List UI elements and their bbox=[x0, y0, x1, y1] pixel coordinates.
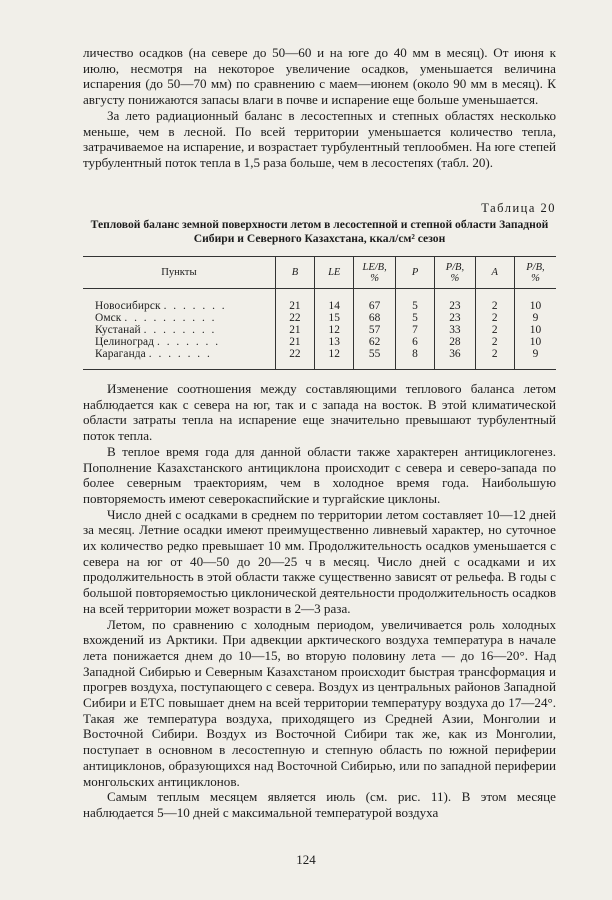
cell-a: 2 bbox=[475, 348, 514, 360]
table-row bbox=[83, 336, 556, 348]
cell-p-b: 23 bbox=[435, 300, 475, 312]
cell-p: 6 bbox=[395, 336, 434, 348]
row-name-cell bbox=[83, 348, 275, 360]
row-name-cell bbox=[83, 312, 275, 324]
dot-leader: . . . . . . . bbox=[148, 348, 212, 360]
table-spacer-row bbox=[83, 289, 556, 301]
dot-leader: . . . . . . . . bbox=[143, 324, 217, 336]
paragraph-continuation: личество осадков (на севере до 50—60 и на юге до 40 мм в месяц). От июня к июлю, несмотря на некоторое увеличение осадков, уменьшается величина испарения (до 50—70 мм) по сравнению с маем—июнем (около 90 мм в месяц). К августу понижаются запасы влаги в почве и испарение еще больше уменьшается. bbox=[83, 45, 556, 108]
row-name-cell bbox=[83, 324, 275, 336]
cell-le: 13 bbox=[315, 336, 354, 348]
table-row bbox=[83, 300, 556, 312]
header-points: Пункты bbox=[83, 257, 275, 289]
row-name-cell bbox=[83, 336, 275, 348]
cell-le-b: 68 bbox=[354, 312, 396, 324]
cell-le-b: 62 bbox=[354, 336, 396, 348]
cell-p2-b: 10 bbox=[514, 300, 556, 312]
station-name: Новосибирск bbox=[95, 300, 161, 312]
paragraph-radiation-balance: За лето радиационный баланс в лесостепных и степных областях несколько меньше, чем в лесной. По всей территории уменьшается количество тепла, затрачиваемое на испарение, и возрастает турбулентный теплообмен. На юге степей турбулентный поток тепла в 1,5 раза больше, чем в лесостепях (табл. 20). bbox=[83, 107, 556, 170]
cell-le-b: 57 bbox=[354, 324, 396, 336]
cell-le: 15 bbox=[315, 312, 354, 324]
header-p-b-label: P/B, bbox=[445, 261, 465, 273]
heat-balance-table bbox=[83, 256, 556, 370]
station-name: Целиноград bbox=[95, 336, 155, 348]
cell-p2-b: 9 bbox=[514, 348, 556, 360]
station-name: Омск bbox=[95, 312, 122, 324]
header-b: B bbox=[275, 257, 314, 289]
header-le-b bbox=[354, 257, 396, 289]
row-name-cell bbox=[83, 300, 275, 312]
cell-p: 5 bbox=[395, 300, 434, 312]
cell-le-b: 55 bbox=[354, 348, 396, 360]
cell-p2-b: 9 bbox=[514, 312, 556, 324]
station-name: Кустанай bbox=[95, 324, 141, 336]
header-p2-b-label: P/B, bbox=[526, 261, 545, 273]
cell-a: 2 bbox=[475, 300, 514, 312]
header-le-b-label: LE/B, bbox=[362, 261, 387, 273]
intro-text-block bbox=[83, 45, 556, 171]
table-title: Тепловой баланс земной поверхности летом в лесостепной и степной области Западной Сибири и Северного Казахстана, ккал/см² сезон bbox=[90, 218, 549, 245]
cell-a: 2 bbox=[475, 336, 514, 348]
cell-p: 7 bbox=[395, 324, 434, 336]
paragraph-balance-change: Изменение соотношения между составляющими теплового баланса летом наблюдается как с севера на юг, так и с запада на восток. В этой климатической области затраты тепла на испарение еще значительно превышают турбулентный поток тепла. bbox=[83, 381, 556, 444]
cell-p2-b: 10 bbox=[514, 336, 556, 348]
paragraph-warmest-month: Самым теплым месяцем является июль (см. рис. 11). В этом месяце наблюдается 5—10 дней с максимальной температурой воздуха bbox=[83, 789, 556, 820]
header-a: A bbox=[475, 257, 514, 289]
body-text-block bbox=[83, 381, 556, 821]
cell-b: 22 bbox=[275, 348, 314, 360]
cell-b: 21 bbox=[275, 336, 314, 348]
header-p-b bbox=[435, 257, 475, 289]
cell-b: 21 bbox=[275, 300, 314, 312]
station-name: Караганда bbox=[95, 348, 146, 360]
header-p-b-unit: % bbox=[450, 272, 460, 284]
dot-leader: . . . . . . . bbox=[163, 300, 227, 312]
cell-p: 8 bbox=[395, 348, 434, 360]
table-header-row bbox=[83, 257, 556, 289]
cell-le: 14 bbox=[315, 300, 354, 312]
paragraph-precipitation-days: Число дней с осадками в среднем по территории летом составляет 10—12 дней за месяц. Летние осадки имеют преимущественно ливневый характер, но суточное их количество редко превышает 10 мм. Продолжительность осадков уменьшается с севера на юг от 40—50 до 20—25 ч в месяц. Число дней с осадками и их продолжительность в этой области также существенно зависят от рельефа. В годы с большой повторяемостью циклонической деятельности продолжительность осадков на всей территории может возрасти в 2—3 раза. bbox=[83, 506, 556, 616]
table-label: Таблица 20 bbox=[481, 201, 556, 215]
dot-leader: . . . . . . . . . . bbox=[124, 312, 217, 324]
cell-b: 21 bbox=[275, 324, 314, 336]
header-le-b-unit: % bbox=[370, 272, 379, 284]
paragraph-anticyclogenesis: В теплое время года для данной области также характерен антициклогенез. Пополнение Казахстанского антициклона происходит с севера и северо-запада по более северным траекториям, чем в холодное время года. Наибольшую повторяемость имеют северокаспийские и тургайские циклоны. bbox=[83, 443, 556, 506]
table-bottom-rule bbox=[83, 360, 556, 370]
dot-leader: . . . . . . . bbox=[157, 336, 221, 348]
header-p2-b-unit: % bbox=[531, 272, 540, 284]
cell-a: 2 bbox=[475, 324, 514, 336]
header-p: P bbox=[395, 257, 434, 289]
header-p2-b bbox=[514, 257, 556, 289]
table-row bbox=[83, 348, 556, 360]
cell-p-b: 23 bbox=[435, 312, 475, 324]
table-row bbox=[83, 312, 556, 324]
cell-le-b: 67 bbox=[354, 300, 396, 312]
paragraph-arctic-intrusions: Летом, по сравнению с холодным периодом, увеличивается роль холодных вхождений из Арктики. При адвекции арктического воздуха температура в начале лета понижается днем до 10—15, во вторую половину лета — до 16—20°. Над Западной Сибирью и Северным Казахстаном происходит быстрая трансформация и прогрев воздуха, поступающего с севера. Воздух из центральных районов Западной Сибири и ЕТС повышает днем на всей территории температуру воздуха до 17—24°. Такая же температура воздуха, приходящего из Средней Азии, Монголии и Восточной Сибири. Воздух из Восточной Сибири так же, как из Монголии, поступает в основном в лесостепную и степную область по южной периферии антициклонов, образующихся над Восточной Сибирью, или по западной периферии монгольских антициклонов. bbox=[83, 616, 556, 789]
cell-le: 12 bbox=[315, 348, 354, 360]
cell-b: 22 bbox=[275, 312, 314, 324]
cell-p2-b: 10 bbox=[514, 324, 556, 336]
cell-p: 5 bbox=[395, 312, 434, 324]
cell-p-b: 28 bbox=[435, 336, 475, 348]
table-row bbox=[83, 324, 556, 336]
cell-le: 12 bbox=[315, 324, 354, 336]
cell-a: 2 bbox=[475, 312, 514, 324]
cell-p-b: 36 bbox=[435, 348, 475, 360]
header-le: LE bbox=[315, 257, 354, 289]
page-number: 124 bbox=[296, 852, 316, 867]
cell-p-b: 33 bbox=[435, 324, 475, 336]
